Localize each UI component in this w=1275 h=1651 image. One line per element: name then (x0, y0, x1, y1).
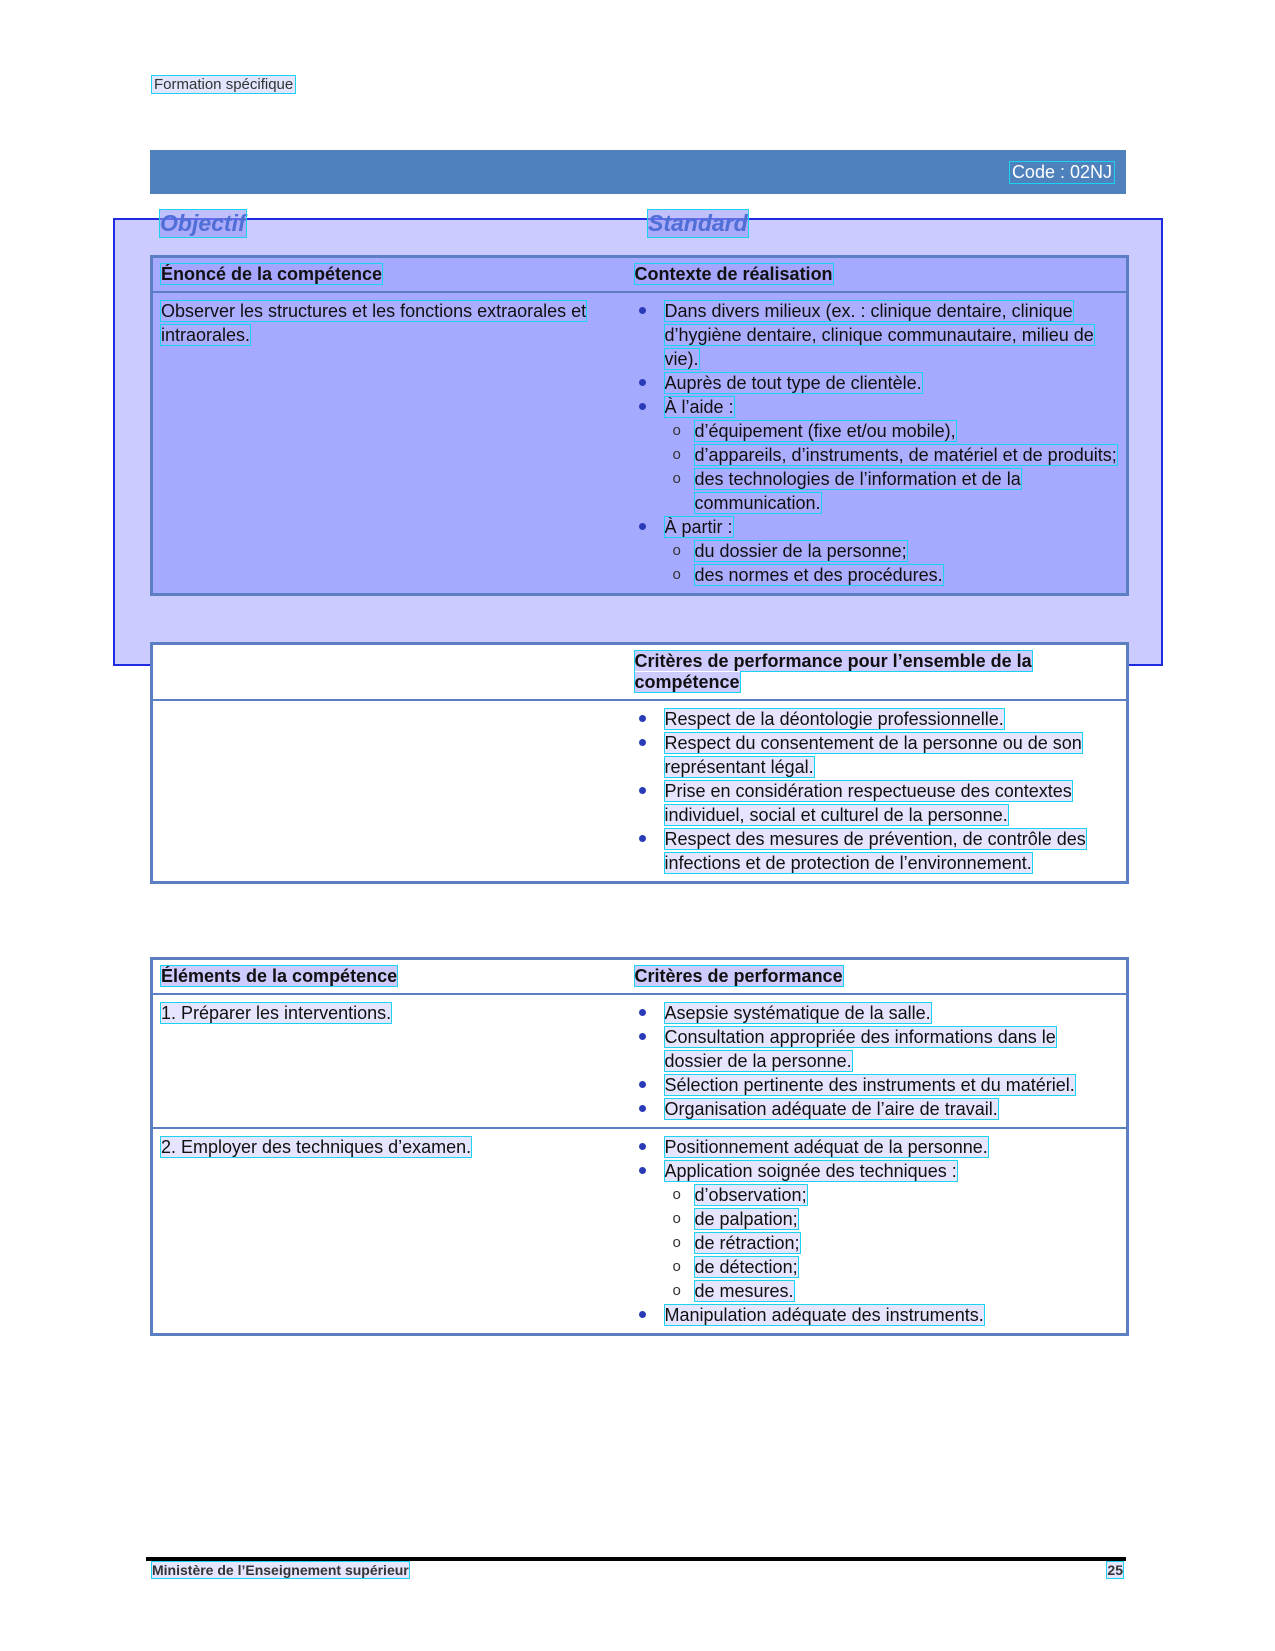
sub-list-item: o de palpation; (665, 1207, 1119, 1231)
list-item: Respect de la déontologie professionnelle. (635, 707, 1119, 731)
element-2-criteria (635, 1135, 1119, 1327)
heading-objectif: Objectif (160, 210, 246, 236)
list-item: Asepsie systématique de la salle. (635, 1001, 1119, 1025)
footer-ministry: Ministère de l’Enseignement supérieur (152, 1562, 409, 1578)
code-bar (150, 150, 1126, 194)
element-1-criteria (635, 1001, 1119, 1121)
elements-criteria-table (150, 957, 1129, 1336)
sub-list-item: o d’équipement (fixe et/ou mobile), (665, 419, 1119, 443)
sub-list-item: o de rétraction; (665, 1231, 1119, 1255)
context-header: Contexte de réalisation (634, 264, 833, 284)
list-item: À l’aide : o d’équipement (fixe et/ou mobile), o d’appareils, d’instruments, de matériel et de produits; o des technologies de l’information et de la communication. (635, 395, 1119, 515)
competence-statement: Observer les structures et les fonctions extraorales et intraorales. (161, 301, 587, 345)
course-code: Code : 02NJ (1011, 162, 1112, 182)
sub-list-item: o d’observation; (665, 1183, 1119, 1207)
sub-list-item: o de mesures. (665, 1279, 1119, 1303)
heading-standard: Standard (648, 210, 748, 236)
element-1: 1. Préparer les interventions. (161, 1003, 392, 1023)
list-item: Dans divers milieux (ex. : clinique dentaire, clinique d’hygiène dentaire, clinique communautaire, milieu de vie). (635, 299, 1119, 371)
criteria-header: Critères de performance (634, 966, 843, 986)
list-item: Consultation appropriée des informations dans le dossier de la personne. (635, 1025, 1119, 1073)
list-item: Auprès de tout type de clientèle. (635, 371, 1119, 395)
global-criteria-table (150, 642, 1129, 884)
sub-list-item: o des technologies de l’information et de la communication. (665, 467, 1119, 515)
list-item: Organisation adéquate de l’aire de travail. (635, 1097, 1119, 1121)
list-item: Prise en considération respectueuse des contextes individuel, social et culturel de la personne. (635, 779, 1119, 827)
list-item: Respect des mesures de prévention, de contrôle des infections et de protection de l’environnement. (635, 827, 1119, 875)
element-2: 2. Employer des techniques d’examen. (161, 1137, 472, 1157)
sub-list-item: o de détection; (665, 1255, 1119, 1279)
statement-header: Énoncé de la compétence (161, 264, 383, 284)
list-item: Sélection pertinente des instruments et du matériel. (635, 1073, 1119, 1097)
list-item: Application soignée des techniques : o d’observation; o de palpation; o de rétraction; o de détection; o de mesures. (635, 1159, 1119, 1303)
list-item: Positionnement adéquat de la personne. (635, 1135, 1119, 1159)
page-number: 25 (1107, 1562, 1123, 1578)
competence-context-table (150, 255, 1129, 596)
elements-header: Éléments de la compétence (161, 966, 398, 986)
list-item: À partir : o du dossier de la personne; o des normes et des procédures. (635, 515, 1119, 587)
header-note: Formation spécifique (154, 76, 294, 93)
global-criteria-list (635, 707, 1119, 875)
global-criteria-header: Critères de performance pour l’ensemble de la compétence (634, 651, 1032, 692)
list-item: Respect du consentement de la personne ou de son représentant légal. (635, 731, 1119, 779)
sub-list-item: o du dossier de la personne; (665, 539, 1119, 563)
context-list (635, 299, 1119, 587)
sub-list-item: o des normes et des procédures. (665, 563, 1119, 587)
sub-list-item: o d’appareils, d’instruments, de matériel et de produits; (665, 443, 1119, 467)
footer-divider (146, 1557, 1126, 1561)
list-item: Manipulation adéquate des instruments. (635, 1303, 1119, 1327)
